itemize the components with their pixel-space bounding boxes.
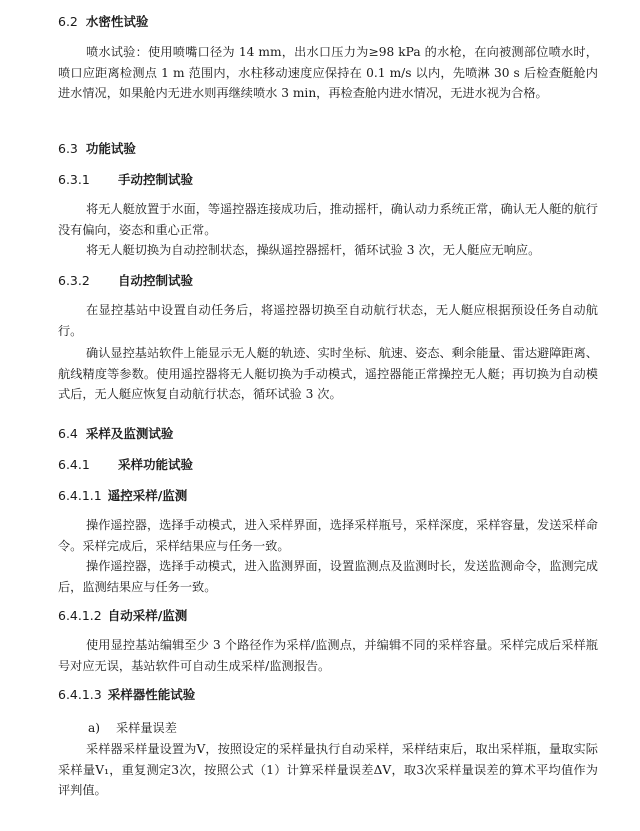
section-6-4-heading: 6.4 采样及监测试验 xyxy=(58,426,174,441)
section-6-3-1-heading: 6.3.1 手动控制试验 xyxy=(58,172,194,187)
section-6-3-2-heading: 6.3.2 自动控制试验 xyxy=(58,273,194,288)
list-item-a: a) 采样量误差 xyxy=(88,721,177,735)
section-6-4-1-1-paragraph-2: 操作遥控器，选择手动模式，进入监测界面，设置监测点及监测时长，发送监测命令，监测完成后，监测结果应与任务一致。 xyxy=(58,559,598,594)
section-6-4-1-heading: 6.4.1 采样功能试验 xyxy=(58,457,194,472)
section-6-4-1-1-paragraph-1: 操作遥控器，选择手动模式，进入采样界面，选择采样瓶号，采样深度，采样容量，发送采样命令。采样完成后，采样结果应与任务一致。 xyxy=(58,518,598,553)
section-6-3-1-paragraph-2: 将无人艇切换为自动控制状态，操纵遥控器摇杆，循环试验 3 次，无人艇应无响应。 xyxy=(86,243,541,257)
section-6-4-1-3-paragraph: 采样器采样量设置为V，按照设定的采样量执行自动采样，采样结束后，取出采样瓶，量取实际采样量V₁，重复测定3次，按照公式（1）计算采样量误差ΔV，取3次采样量误差的算术平均值作为评判值。 xyxy=(58,742,598,797)
section-6-4-1-3-heading: 6.4.1.3 采样器性能试验 xyxy=(58,687,196,702)
section-6-2-paragraph: 喷水试验：使用喷嘴口径为 14 mm，出水口压力为≥98 kPa 的水枪，在向被测部位喷水时，喷口应距离检测点 1 m 范围内，水柱移动速度应保持在 0.1 m/s 以内，先喷淋 30 s 后检查艇舱内进水情况，如果舱内无进水则再继续喷水 3 min，再检查舱内进水情况，无进水视为合格。 xyxy=(58,45,598,100)
section-6-3-2-paragraph-1: 在显控基站中设置自动任务后，将遥控器切换至自动航行状态，无人艇应根据预设任务自动航行。 xyxy=(58,303,598,338)
section-6-4-1-2-paragraph: 使用显控基站编辑至少 3 个路径作为采样/监测点，并编辑不同的采样容量。采样完成后采样瓶号对应无误，基站软件可自动生成采样/监测报告。 xyxy=(58,638,598,673)
section-6-2-heading: 6.2 水密性试验 xyxy=(58,14,149,29)
section-6-3-2-paragraph-2: 确认显控基站软件上能显示无人艇的轨迹、实时坐标、航速、姿态、剩余能量、雷达避障距离、航线精度等参数。使用遥控器将无人艇切换为手动模式，遥控器能正常操控无人艇；再切换为自动模式后，无人艇应恢复自动航行状态，循环试验 3 次。 xyxy=(58,346,598,401)
section-6-3-heading: 6.3 功能试验 xyxy=(58,141,136,156)
section-6-4-1-2-heading: 6.4.1.2 自动采样/监测 xyxy=(58,608,188,623)
section-6-3-1-paragraph-1: 将无人艇放置于水面，等遥控器连接成功后，推动摇杆，确认动力系统正常，确认无人艇的航行没有偏向，姿态和重心正常。 xyxy=(58,202,598,237)
section-6-4-1-1-heading: 6.4.1.1 遥控采样/监测 xyxy=(58,488,188,503)
